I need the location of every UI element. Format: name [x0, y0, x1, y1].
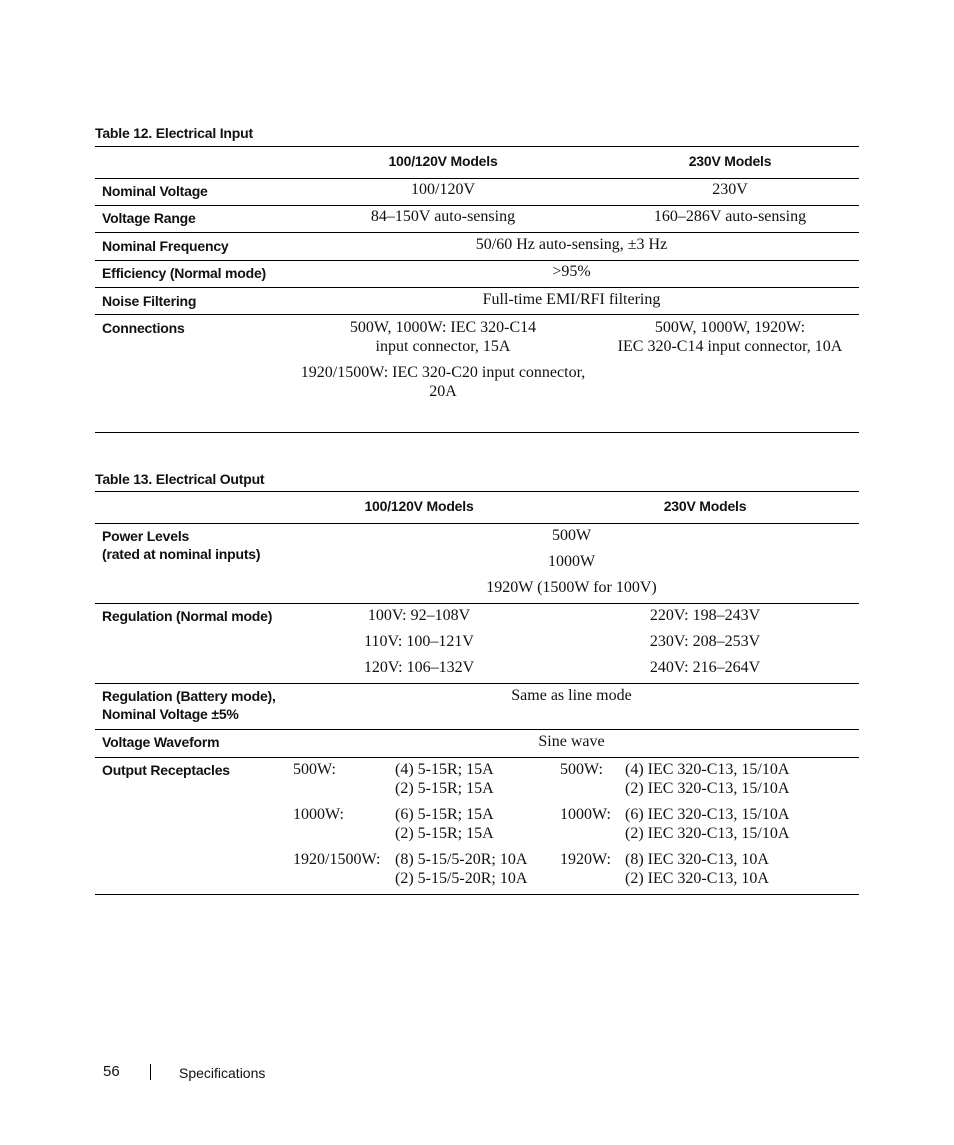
efficiency-value: >95%	[552, 263, 591, 280]
column-header-230v: 230V Models	[688, 153, 772, 169]
row-label-nominal-voltage: Nominal Voltage	[102, 183, 208, 199]
row-label-noise-filtering: Noise Filtering	[102, 293, 197, 309]
voltage-range-100-120v: 84–150V auto-sensing	[370, 208, 516, 225]
receptacle-spec: (2) 5-15R; 15A	[395, 780, 494, 797]
regulation-120v: 120V: 106–132V	[363, 659, 475, 676]
table-header-row	[95, 147, 859, 179]
row-label-voltage-waveform: Voltage Waveform	[102, 734, 220, 750]
receptacle-spec: (4) 5-15R; 15A	[395, 761, 494, 778]
receptacle-spec: (4) IEC 320-C13, 15/10A	[625, 761, 790, 778]
receptacle-spec: (2) IEC 320-C13, 15/10A	[625, 780, 790, 797]
page-number: 56	[103, 1063, 120, 1080]
connections-230v-line2: IEC 320-C14 input connector, 10A	[617, 338, 843, 355]
connections-100-120v-line2: input connector, 15A	[375, 338, 511, 355]
row-label-efficiency: Efficiency (Normal mode)	[102, 265, 267, 281]
voltage-range-230v: 160–286V auto-sensing	[653, 208, 807, 225]
table-row	[95, 757, 859, 894]
power-level-1000w: 1000W	[547, 553, 596, 570]
table-row	[95, 232, 859, 261]
power-level-1920w: 1920W (1500W for 100V)	[486, 579, 657, 596]
table-electrical-input	[95, 146, 859, 433]
table-row	[95, 523, 859, 604]
regulation-110v: 110V: 100–121V	[364, 633, 474, 650]
table-row	[95, 683, 859, 730]
footer-section-title: Specifications	[179, 1065, 266, 1081]
regulation-230v: 230V: 208–253V	[649, 633, 761, 650]
table-12-caption: Table 12. Electrical Input	[95, 125, 253, 141]
column-header-100-120v: 100/120V Models	[364, 498, 474, 514]
row-label-voltage-range: Voltage Range	[102, 210, 196, 226]
regulation-battery-value: Same as line mode	[511, 687, 632, 704]
row-label-regulation-battery: Regulation (Battery mode),	[102, 688, 276, 704]
regulation-220v: 220V: 198–243V	[649, 607, 761, 624]
connections-100-120v-line1: 500W, 1000W: IEC 320-C14	[349, 319, 537, 336]
row-label-connections: Connections	[102, 320, 185, 336]
receptacle-model-230v: 1000W:	[560, 806, 611, 823]
column-header-100-120v: 100/120V Models	[388, 153, 498, 169]
regulation-100v: 100V: 92–108V	[367, 607, 471, 624]
row-label-power-levels-note: (rated at nominal inputs)	[102, 546, 261, 562]
table-row	[95, 287, 859, 315]
receptacle-spec: (2) IEC 320-C13, 15/10A	[625, 825, 790, 842]
power-level-500w: 500W	[551, 527, 592, 544]
receptacle-model-230v: 1920W:	[560, 851, 611, 868]
regulation-240v: 240V: 216–264V	[649, 659, 761, 676]
footer-divider	[150, 1064, 151, 1080]
table-row	[95, 205, 859, 233]
table-row	[95, 260, 859, 288]
connections-100-120v-line4: 20A	[429, 383, 457, 400]
receptacle-spec: (6) 5-15R; 15A	[395, 806, 494, 823]
table-row	[95, 178, 859, 206]
table-row	[95, 729, 859, 758]
row-label-regulation-normal: Regulation (Normal mode)	[102, 608, 273, 624]
column-header-230v: 230V Models	[663, 498, 747, 514]
noise-filtering-value: Full-time EMI/RFI filtering	[482, 291, 661, 308]
receptacle-spec: (2) IEC 320-C13, 10A	[625, 870, 769, 887]
nominal-frequency-value: 50/60 Hz auto-sensing, ±3 Hz	[475, 236, 668, 253]
receptacle-model-100-120v: 1000W:	[293, 806, 344, 823]
receptacle-spec: (2) 5-15/5-20R; 10A	[395, 870, 528, 887]
table-row	[95, 603, 859, 684]
receptacle-model-100-120v: 1920/1500W:	[293, 851, 381, 868]
table-header-row	[95, 492, 859, 524]
receptacle-model-100-120v: 500W:	[293, 761, 336, 778]
row-label-power-levels: Power Levels	[102, 528, 190, 544]
nominal-voltage-100-120v: 100/120V	[411, 181, 475, 198]
receptacle-model-230v: 500W:	[560, 761, 603, 778]
table-electrical-output	[95, 491, 859, 895]
row-label-nominal-voltage-tolerance: Nominal Voltage ±5%	[102, 706, 239, 722]
receptacle-spec: (8) 5-15/5-20R; 10A	[395, 851, 528, 868]
table-13-caption: Table 13. Electrical Output	[95, 471, 265, 487]
voltage-waveform-value: Sine wave	[538, 733, 605, 750]
receptacle-spec: (6) IEC 320-C13, 15/10A	[625, 806, 790, 823]
connections-100-120v-line3: 1920/1500W: IEC 320-C20 input connector,	[300, 364, 586, 381]
table-row	[95, 315, 859, 431]
row-label-output-receptacles: Output Receptacles	[102, 762, 230, 778]
nominal-voltage-230v: 230V	[712, 181, 748, 198]
receptacle-spec: (8) IEC 320-C13, 10A	[625, 851, 769, 868]
connections-230v-line1: 500W, 1000W, 1920W:	[654, 319, 806, 336]
receptacle-spec: (2) 5-15R; 15A	[395, 825, 494, 842]
row-label-nominal-frequency: Nominal Frequency	[102, 238, 229, 254]
